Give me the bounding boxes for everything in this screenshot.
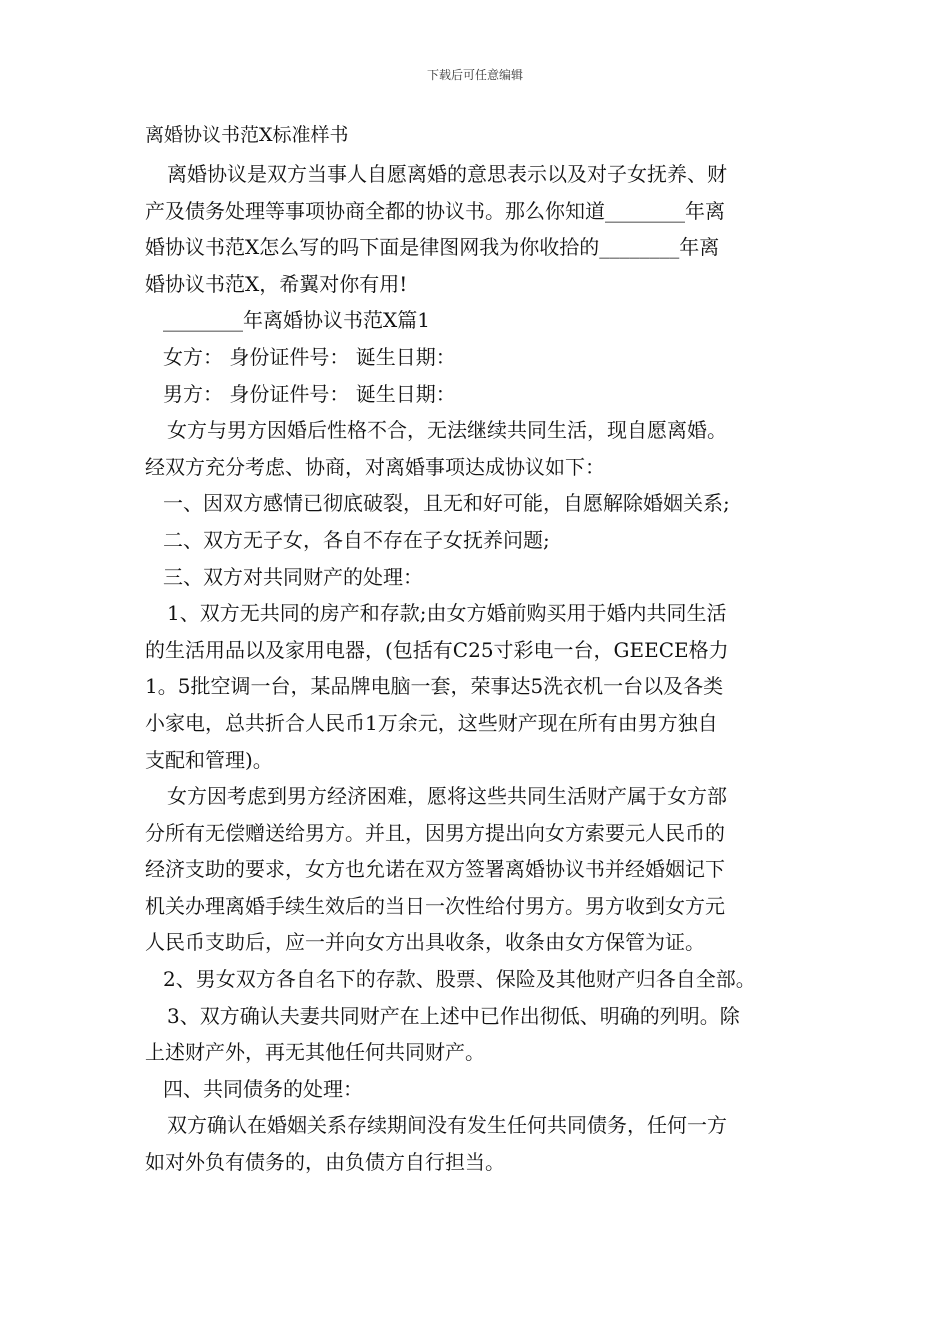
paragraph-line: 支配和管理)。 bbox=[145, 747, 273, 772]
paragraph-line: 分所有无偿赠送给男方。并且，因男方提出向女方索要元人民币的 bbox=[145, 820, 725, 845]
paragraph-line: 经双方充分考虑、协商，对离婚事项达成协议如下： bbox=[145, 454, 605, 479]
paragraph-line: 3、双方确认夫妻共同财产在上述中已作出彻低、明确的列明。除 bbox=[167, 1003, 740, 1028]
intro-paragraph bbox=[145, 156, 815, 302]
female-party-line bbox=[145, 339, 815, 376]
paragraph-line: 如对外负有债务的，由负债方自行担当。 bbox=[145, 1150, 505, 1175]
sub-clause-three bbox=[145, 998, 815, 1071]
female-party-text: 女方： 身份证件号： 诞生日期： bbox=[163, 344, 456, 369]
paragraph-line: 小家电，总共折合人民币1万余元，这些财产现在所有由男方独自 bbox=[145, 710, 718, 735]
clause-text: 三、双方对共同财产的处理： bbox=[163, 564, 423, 589]
paragraph-line: 双方确认在婚姻关系存续期间没有发生任何共同债务，任何一方 bbox=[167, 1113, 727, 1138]
section-heading-text: ________年离婚协议书范X篇1 bbox=[163, 308, 430, 333]
clause-text: 一、因双方感情已彻底破裂，且无和好可能，自愿解除婚姻关系; bbox=[163, 491, 730, 516]
intro-line: 婚协议书范X怎么写的吗下面是律图网我为你收拾的________年离 bbox=[145, 235, 720, 260]
gift-paragraph bbox=[145, 778, 815, 961]
debt-paragraph bbox=[145, 1107, 815, 1180]
intro-line: 婚协议书范X，希翼对你有用! bbox=[145, 271, 408, 296]
paragraph-line: 1。5批空调一台，某品牌电脑一套，荣事达5洗衣机一台以及各类 bbox=[145, 674, 724, 699]
paragraph-line: 女方与男方因婚后性格不合，无法继续共同生活，现自愿离婚。 bbox=[167, 418, 727, 443]
paragraph-line: 上述财产外，再无其他任何共同财产。 bbox=[145, 1040, 485, 1065]
paragraph-line: 经济支助的要求，女方也允诺在双方签署离婚协议书并经婚姻记下 bbox=[145, 857, 725, 882]
paragraph-line: 女方因考虑到男方经济困难，愿将这些共同生活财产属于女方部 bbox=[167, 784, 727, 809]
male-party-text: 男方： 身份证件号： 诞生日期： bbox=[163, 381, 456, 406]
sub-clause-two bbox=[145, 961, 815, 998]
intro-line: 产及债务处理等事项协商全都的协议书。那么你知道________年离 bbox=[145, 198, 725, 223]
document-body bbox=[145, 118, 815, 1181]
paragraph-line: 人民币支助后，应一并向女方出具收条，收条由女方保管为证。 bbox=[145, 930, 705, 955]
page-header-note: 下载后可任意编辑 bbox=[426, 68, 523, 82]
sub-clause-one bbox=[145, 595, 815, 778]
intro-line: 离婚协议是双方当事人自愿离婚的意思表示以及对子女抚养、财 bbox=[167, 162, 727, 186]
male-party-line bbox=[145, 376, 815, 413]
paragraph-line: 的生活用品以及家用电器，(包括有C25寸彩电一台，GEECE格力 bbox=[145, 637, 729, 662]
clause-three bbox=[145, 559, 815, 596]
clause-text: 2、男女双方各自名下的存款、股票、保险及其他财产归各自全部。 bbox=[163, 967, 756, 992]
clause-four bbox=[145, 1071, 815, 1108]
section-heading bbox=[145, 302, 815, 339]
background-paragraph bbox=[145, 412, 815, 485]
clause-two bbox=[145, 522, 815, 559]
clause-one bbox=[145, 485, 815, 522]
paragraph-line: 机关办理离婚手续生效后的当日一次性给付男方。男方收到女方元 bbox=[145, 893, 725, 918]
clause-text: 二、双方无子女，各自不存在子女抚养问题; bbox=[163, 527, 550, 552]
document-title: 离婚协议书范X标准样书 bbox=[145, 124, 349, 146]
paragraph-line: 1、双方无共同的房产和存款;由女方婚前购买用于婚内共同生活 bbox=[167, 601, 727, 626]
clause-text: 四、共同债务的处理： bbox=[163, 1076, 363, 1101]
